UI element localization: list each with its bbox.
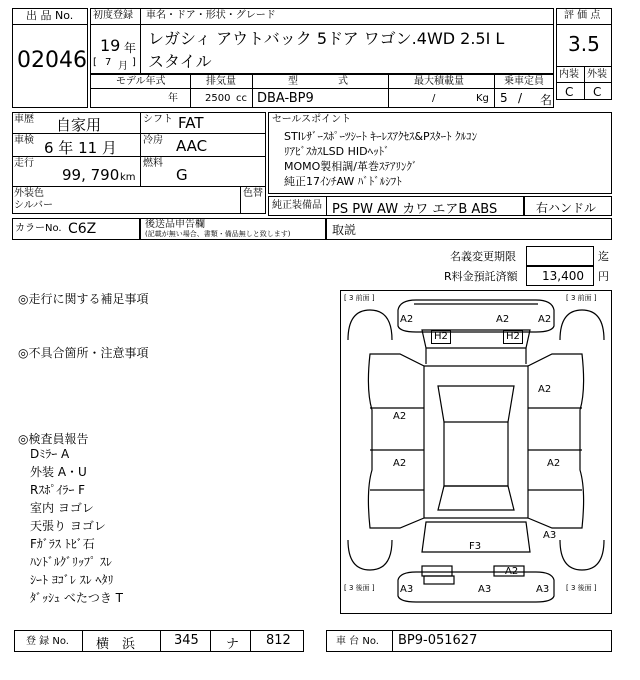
lot-label: 出 品 No. (26, 9, 74, 22)
recycle-value: 13,400 (542, 269, 584, 283)
ext-color-label: 外装色 (14, 188, 44, 199)
inspector-line: 室内 ヨゴレ (30, 501, 94, 515)
max-load-unit: Kg (476, 93, 489, 104)
inspector-line: Fｶﾞﾗｽ ﾄﾋﾞ石 (30, 537, 95, 551)
chassis-label: 車 台 No. (336, 636, 379, 647)
fuel-value: G (176, 166, 188, 184)
interior-grade: C (565, 85, 574, 99)
interior-label: 内装 (559, 69, 579, 80)
reg-label: 登 録 No. (26, 636, 69, 647)
color-change-label: 色替 (243, 188, 263, 199)
damage-mark: H2 (431, 330, 451, 344)
driving-notes-title: ◎走行に関する補足事項 (18, 292, 149, 306)
type-value: DBA-BP9 (257, 91, 314, 106)
capacity-sep: / (518, 91, 523, 105)
model-year-label: モデル年式 (116, 76, 166, 87)
corner-label-tl: [ 3 前面 ] (344, 294, 375, 302)
score-label: 評 価 点 (564, 10, 601, 21)
capacity-label: 乗車定員 (504, 76, 544, 87)
chassis-number: BP9-051627 (398, 633, 478, 648)
car-name-line2: スタイル (148, 52, 212, 71)
corner-label-bl: [ 3 後面 ] (344, 584, 375, 592)
damage-mark: A2 (400, 314, 414, 325)
recycle-unit: 円 (598, 270, 609, 283)
mileage-unit: km (120, 172, 136, 183)
inspector-line: Dﾐﾗｰ A (30, 447, 70, 461)
car-name-line1: レガシィ アウトバック 5ドア ワゴン.4WD 2.5I L (148, 29, 505, 48)
car-name-label: 車名・ドア・形状・グレード (146, 10, 276, 21)
reg-area: 横 浜 (96, 637, 136, 652)
type-label: 型 式 (288, 76, 348, 87)
capacity-value: 5 (500, 91, 508, 105)
name-change-label: 名義変更期限 (450, 250, 516, 263)
first-reg-label: 初度登録 (93, 10, 133, 21)
capacity-unit: 名 (540, 93, 553, 107)
inspector-line: 天張り ヨゴレ (30, 519, 106, 533)
model-year-unit: 年 (168, 93, 178, 104)
displacement-unit: cc (236, 93, 247, 104)
damage-mark: A3 (400, 584, 414, 595)
defects-title: ◎不具合箇所・注意事項 (18, 346, 149, 360)
color-no-label: カラーNo. (15, 223, 62, 234)
inspection-label: 車検 (14, 135, 34, 146)
inspector-line: ﾊﾝﾄﾞﾙｸﾞﾘｯﾌﾟ ｽﾚ (30, 555, 112, 569)
history-label: 車歴 (14, 114, 34, 125)
sales-point: 純正17ｲﾝﾁAW ﾊﾞﾄﾞﾙｼﾌﾄ (284, 175, 402, 188)
fuel-label: 燃料 (143, 158, 163, 169)
handle-value: 右ハンドル (536, 201, 597, 215)
corner-label-tr: [ 3 前面 ] (566, 294, 597, 302)
sales-point: MOMO製相調/革巻ｽﾃｱﾘﾝｸﾞ (284, 160, 418, 173)
damage-mark: A2 (538, 384, 552, 395)
damage-mark: A2 (393, 458, 407, 469)
inspector-line: 外装 A・U (30, 465, 87, 479)
docs-note: (記載が無い場合、書類・備品無しと致します) (145, 230, 291, 238)
year-unit: 年 (124, 41, 137, 55)
manual-box (326, 218, 612, 240)
mileage-label: 走行 (14, 158, 34, 169)
sales-title: セールスポイント (272, 114, 352, 125)
displacement-value: 2500 (205, 93, 231, 104)
damage-mark: A2 (496, 314, 510, 325)
name-change-box (526, 246, 594, 266)
exterior-label: 外装 (587, 69, 607, 80)
reg-class: 345 (174, 633, 199, 648)
shift-value: FAT (178, 114, 204, 132)
car-diagram (340, 290, 612, 614)
reg-kana: ナ (226, 637, 240, 652)
inspector-line: Rｽﾎﾟｲﾗｰ F (30, 483, 86, 497)
damage-mark: A3 (478, 584, 492, 595)
first-reg-year: 19 (100, 36, 121, 55)
mileage-value: 99, 790 (62, 166, 120, 184)
inspector-title: ◎検査員報告 (18, 432, 89, 446)
damage-mark: A2 (547, 458, 561, 469)
sales-point: STIﾚｻﾞｰｽﾎﾟｰﾂｼｰﾄ ｷｰﾚｽｱｸｾｽ&Pｽﾀｰﾄ ｸﾙｺﾝ (284, 130, 478, 143)
info-box (12, 112, 266, 214)
manual-value: 取説 (332, 223, 357, 237)
displacement-label: 排気量 (206, 76, 236, 87)
damage-mark: H2 (503, 330, 523, 344)
color-no-value: C6Z (68, 221, 97, 237)
lot-number: 02046 (17, 48, 87, 73)
max-load-label: 最大積載量 (414, 76, 464, 87)
month-unit: 月 (118, 61, 128, 72)
damage-mark: A3 (543, 530, 557, 541)
damage-mark: A2 (505, 566, 519, 577)
recycle-label: R料金預託済額 (444, 270, 518, 283)
corner-label-br: [ 3 後面 ] (566, 584, 597, 592)
inspector-line: ﾀﾞｯｼｭ べたつき T (30, 591, 123, 605)
cooler-label: 冷房 (143, 135, 163, 146)
shift-label: シフト (143, 114, 173, 125)
equipment-label: 純正装備品 (272, 200, 322, 211)
inspection-value: 6 年 11 月 (44, 139, 117, 157)
equipment-value: PS PW AW カワ エアB ABS (332, 202, 498, 217)
name-change-unit: 迄 (598, 250, 609, 263)
history-value: 自家用 (56, 116, 102, 134)
damage-mark: F3 (469, 541, 482, 552)
docs-label: 後送品申告欄 (145, 219, 205, 230)
reg-number: 812 (266, 633, 291, 648)
sales-point: ﾘｱﾋﾞｽｶｽLSD HIDﾍｯﾄﾞ (284, 145, 390, 158)
max-load-sep: / (432, 93, 436, 104)
exterior-grade: C (593, 85, 602, 99)
inspector-line: ｼｰﾄ ﾖｺﾞﾚ ｽﾚ ﾍﾀﾘ (30, 573, 114, 587)
cooler-value: AAC (176, 137, 208, 155)
first-reg-month: 7 (105, 57, 112, 68)
damage-mark: A2 (393, 411, 407, 422)
damage-mark: A2 (538, 314, 552, 325)
damage-mark: A3 (536, 584, 550, 595)
score-value: 3.5 (568, 32, 600, 56)
ext-color-value: シルバー (14, 200, 54, 211)
